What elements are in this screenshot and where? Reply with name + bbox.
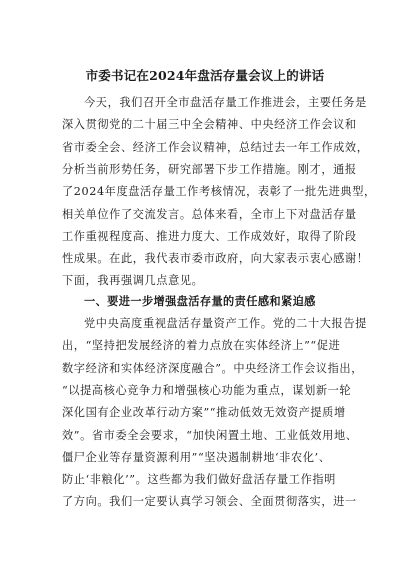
document-title: 市委书记在2024年盘活存量会议上的讲话: [85, 68, 325, 83]
text-line: 分析当前形势任务，研究部署下步工作措施。刚才，通报: [62, 162, 357, 176]
text-line: 深化国有企业改革行动方案”“推动低效无效资产提质增: [62, 406, 346, 420]
text-line: 僵尸企业等存量资源利用”“坚决遏制耕地‘非农化’、: [62, 450, 331, 464]
text-line: 了2024年度盘活存量工作考核情况，表彰了一批先进典型，: [62, 185, 376, 199]
text-line: 下面，我再强调几点意见。: [62, 274, 204, 288]
section-heading: 一、要进一步增强盘活存量的责任感和紧迫感: [84, 295, 316, 308]
text-line: 性成果。在此，我代表市委市政府，向大家表示衷心感谢！: [62, 252, 369, 266]
text-line: 省市委全会、经济工作会议精神，总结过去一年工作成效，: [62, 140, 369, 154]
text-line: 深入贯彻党的二十届三中全会精神、中央经济工作会议和: [62, 118, 357, 132]
text-line: 工作重视程度高、推进力度大、工作成效好，取得了阶段: [62, 229, 357, 243]
text-line: “以提高核心竞争力和增强核心功能为重点，谋划新一轮: [62, 383, 352, 397]
text-line: 党中央高度重视盘活存量资产工作。党的二十大报告提: [84, 317, 367, 330]
text-line: 效”。省市委全会要求，“加快闲置土地、工业低效用地、: [62, 428, 358, 442]
text-line: 出，“坚持把发展经济的着力点放在实体经济上”“促进: [62, 339, 341, 353]
text-line: 了方向。我们一定要认真学习领会、全面贯彻落实，进一: [62, 495, 357, 509]
text-line: 防止‘非粮化’”。这些都为我们做好盘活存量工作指明: [62, 473, 336, 487]
text-line: 相关单位作了交流发言。总体来看，全市上下对盘活存量: [62, 207, 357, 221]
text-line: 今天，我们召开全市盘活存量工作推进会，主要任务是: [84, 96, 367, 109]
text-line: 数字经济和实体经济深度融合”。中央经济工作会议指出，: [62, 361, 364, 375]
